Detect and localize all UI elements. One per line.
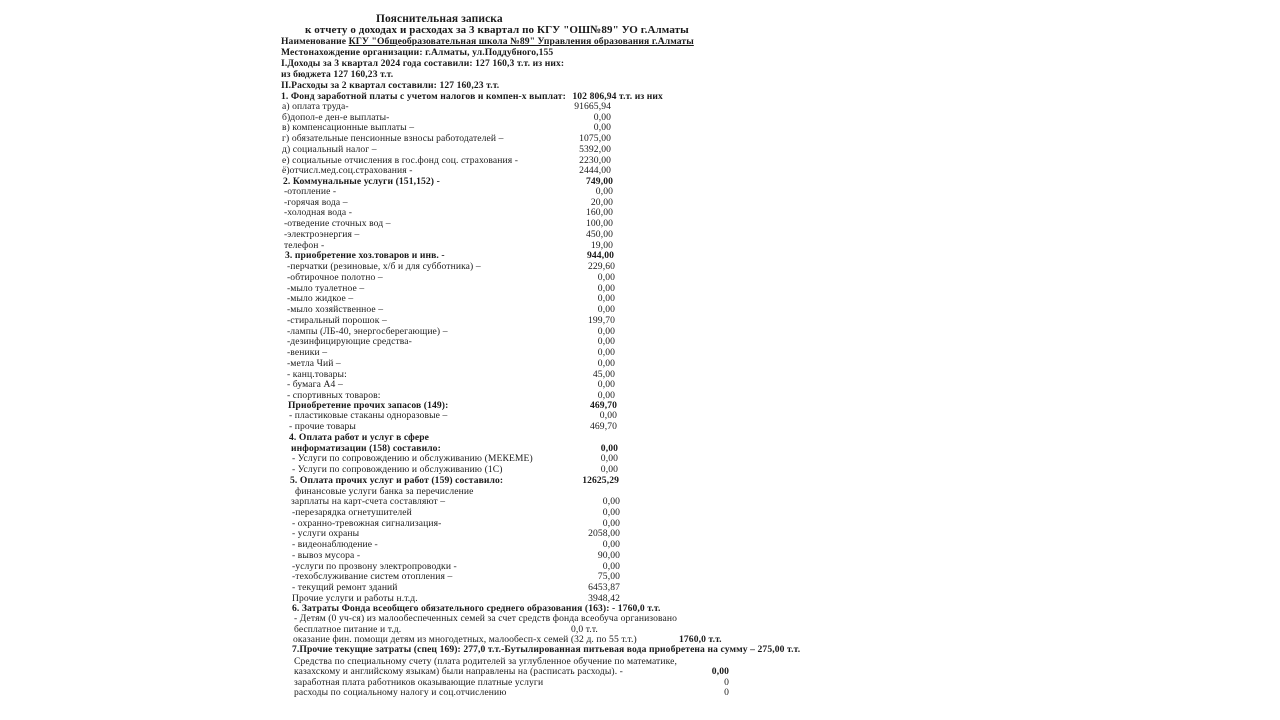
section-7-line: расходы по социальному налогу и соц.отчислению [294, 687, 507, 698]
line-item-label: -электроэнергия – [284, 228, 360, 240]
section-4-total: 0,00 [600, 443, 618, 454]
line-item-label: -техобслуживание систем отопления – [292, 571, 453, 583]
line-item-label: в) компенсационные выплаты – [282, 122, 415, 134]
section-6-value: 1760,0 т.т. [679, 634, 722, 645]
line-item-value: 3948,42 [588, 592, 620, 604]
line-item-value: 0,00 [593, 111, 611, 123]
bank-fees-value: 0,00 [602, 496, 620, 507]
income-total: I.Доходы за 3 квартал 2024 года составили: 127 160,3 т.т. из них: [281, 58, 565, 69]
line-item-value: 0,00 [597, 390, 615, 401]
section-2-total: 749,00 [586, 176, 613, 187]
section-7-title [292, 644, 800, 655]
line-item-label: -обтирочное полотно – [287, 271, 383, 283]
section-6-line: оказание фин. помощи детям из многодетных, малообесп-х семей (32 д. по 55 т.т.) [293, 634, 637, 645]
line-item-label: ё)отчисл.мед.соц.страхования - [282, 165, 413, 177]
line-item-label: - Услуги по сопровождению и обслуживанию (1С) [292, 464, 503, 475]
line-item-label: е) социальные отчисления в гос.фонд соц. страхования - [282, 154, 519, 166]
line-item-value: 0,00 [593, 122, 611, 134]
line-item-label: - услуги охраны [292, 528, 360, 540]
line-item-label: - спортивных товаров: [287, 390, 381, 401]
other-stocks-title: Приобретение прочих запасов (149): [288, 400, 449, 411]
line-item-value: 2444,00 [579, 165, 611, 177]
line-item-value: 45,00 [592, 368, 615, 380]
line-item-value: 0,00 [597, 282, 615, 294]
section-6-line: бесплатное питание и т.д. [294, 624, 402, 635]
section-4-title-cont: информатизации (158) составило: [291, 443, 441, 454]
line-item-value: 100,00 [586, 218, 613, 230]
line-item-value: 2230,00 [579, 154, 611, 166]
section-5-total: 12625,29 [582, 475, 619, 486]
line-item-value: 0,00 [602, 507, 620, 518]
org-name-prefix: Наименование [281, 36, 349, 47]
line-item-label: - вывоз мусора - [292, 549, 361, 561]
line-item-label: -отопление - [284, 186, 337, 197]
org-name-line [281, 36, 694, 47]
line-item-value: 19,00 [590, 239, 613, 251]
line-item-label: -мыло жидкое – [287, 293, 354, 305]
line-item-value: 1075,00 [579, 133, 611, 145]
section-6-value: 0,0 т.т. [571, 624, 598, 635]
line-item-value: 0,00 [599, 410, 617, 421]
document-title: Пояснительная записка [376, 13, 503, 25]
line-item-label: б)допол-е ден-е выплаты- [282, 111, 390, 123]
section-1-title: 1. Фонд заработной платы с учетом налогов и компен-х выплат: [281, 91, 566, 102]
line-item-label: -метла Чий – [287, 357, 341, 369]
section-3-title: 3. приобретение хоз.товаров и инв. - [285, 250, 445, 261]
line-item-value: 2058,00 [588, 528, 620, 540]
line-item-label: -холодная вода - [284, 207, 353, 219]
line-item-value: 0,00 [595, 186, 613, 197]
section-2-title: 2. Коммунальные услуги (151,152) - [283, 176, 440, 187]
section-7-value: 0,00 [711, 666, 729, 677]
line-item-label: - пластиковые стаканы одноразовые – [289, 410, 448, 421]
line-item-label: телефон - [284, 239, 325, 251]
line-item-label: -дезинфицирующие средства- [287, 336, 412, 348]
line-item-value: 229,60 [588, 261, 615, 272]
line-item-value: 75,00 [597, 571, 620, 583]
org-location: Местонахождение организации: г.Алматы, ул.Поддубного,155 [281, 47, 554, 58]
line-item-value: 91665,94 [574, 101, 611, 112]
line-item-label: -перезарядка огнетушителей [292, 507, 412, 518]
line-item-value: 0,00 [597, 347, 615, 358]
line-item-label: - Услуги по сопровождению и обслуживанию (МЕКЕМЕ) [292, 453, 533, 464]
line-item-value: 199,70 [588, 314, 615, 326]
section-7-header: 7.Прочие текущие затраты (спец 169): 277,0 т.т.- [292, 644, 505, 655]
section-7-value: 0 [724, 677, 729, 688]
line-item-label: -веники – [287, 347, 328, 358]
line-item-value: 0,00 [597, 293, 615, 305]
line-item-label: -горячая вода – [284, 196, 348, 208]
line-item-label: - видеонаблюдение - [292, 539, 378, 551]
line-item-value: 0,00 [602, 539, 620, 551]
section-7-value: 0 [724, 687, 729, 698]
document-subtitle: к отчету о доходах и расходах за 3 квартал по КГУ "ОШ№89" УО г.Алматы [305, 24, 689, 36]
org-name: КГУ "Общеобразовательная школа №89" Управления образования г.Алматы [348, 36, 694, 47]
line-item-value: 6453,87 [588, 581, 620, 593]
line-item-label: -отведение сточных вод – [284, 218, 391, 230]
section-7-line: заработная плата работников оказывающие платные услуги [294, 677, 544, 688]
line-item-value: 0,00 [597, 357, 615, 369]
section-7-line: Средства по специальному счету (плата родителей за углубленное обучение по математике, [294, 656, 677, 667]
section-7-water-note: Бутылированная питьевая вода приобретена на сумму – 275,00 т.т. [504, 644, 801, 655]
line-item-value: 0,00 [602, 560, 620, 572]
line-item-value: 0,00 [597, 271, 615, 283]
line-item-label: - канц.товары: [287, 368, 347, 380]
line-item-label: а) оплата труда- [282, 101, 349, 112]
line-item-value: 90,00 [597, 549, 620, 561]
section-3-total: 944,00 [587, 250, 614, 261]
section-1-total: 102 806,94 т.т. из них [572, 91, 663, 102]
line-item-label: - бумага А4 – [287, 379, 343, 391]
line-item-value: 450,00 [586, 228, 613, 240]
line-item-value: 0,00 [597, 379, 615, 391]
line-item-label: - охранно-тревожная сигнализация- [292, 517, 442, 529]
bank-fees-label-cont: зарплаты на карт-счета составляют – [291, 496, 446, 507]
bank-fees-label: финансовые услуги банка за перечисление [295, 486, 474, 497]
line-item-value: 160,00 [586, 207, 613, 219]
line-item-label: - текущий ремонт зданий [292, 581, 398, 593]
line-item-label: -мыло туалетное – [287, 282, 365, 294]
other-stocks-total: 469,70 [590, 400, 617, 411]
line-item-value: 0,00 [597, 325, 615, 337]
line-item-value: 0,00 [602, 517, 620, 529]
line-item-label: -мыло хозяйственное – [287, 304, 384, 315]
income-budget: из бюджета 127 160,23 т.т. [281, 69, 394, 80]
expenses-total: II.Расходы за 2 квартал составили: 127 160,23 т.т. [281, 80, 500, 91]
line-item-value: 20,00 [590, 196, 613, 208]
line-item-value: 0,00 [597, 304, 615, 315]
line-item-label: -услуги по прозвону электропроводки - [292, 560, 457, 572]
section-7-line: казахскому и английскому языкам) были направлены на (расписать расходы). - [294, 666, 623, 677]
section-4-title: 4. Оплата работ и услуг в сфере [289, 432, 430, 443]
line-item-value: 5392,00 [579, 143, 611, 155]
section-6-line: - Детям (0 уч-ся) из малообеспеченных семей за счет средств фонда всеобуча организовано [294, 613, 678, 624]
line-item-label: -перчатки (резиновые, х/б и для субботника) – [287, 261, 481, 272]
section-6-title: 6. Затраты Фонда всеобщего обязательного среднего образования (163): - 1760,0 т.т. [292, 603, 661, 614]
line-item-label: г) обязательные пенсионные взносы работодателей – [282, 133, 504, 145]
line-item-value: 469,70 [590, 421, 617, 432]
line-item-label: Прочие услуги и работы н.т.д. [292, 592, 418, 604]
line-item-value: 0,00 [597, 336, 615, 348]
line-item-label: -лампы (ЛБ-40, энергосберегающие) – [287, 325, 448, 337]
section-5-title: 5. Оплата прочих услуг и работ (159) составило: [290, 475, 504, 486]
line-item-label: д) социальный налог – [282, 143, 377, 155]
line-item-label: - прочие товары [289, 421, 356, 432]
line-item-label: -стиральный порошок – [287, 314, 387, 326]
line-item-value: 0,00 [600, 464, 618, 475]
line-item-value: 0,00 [600, 453, 618, 464]
